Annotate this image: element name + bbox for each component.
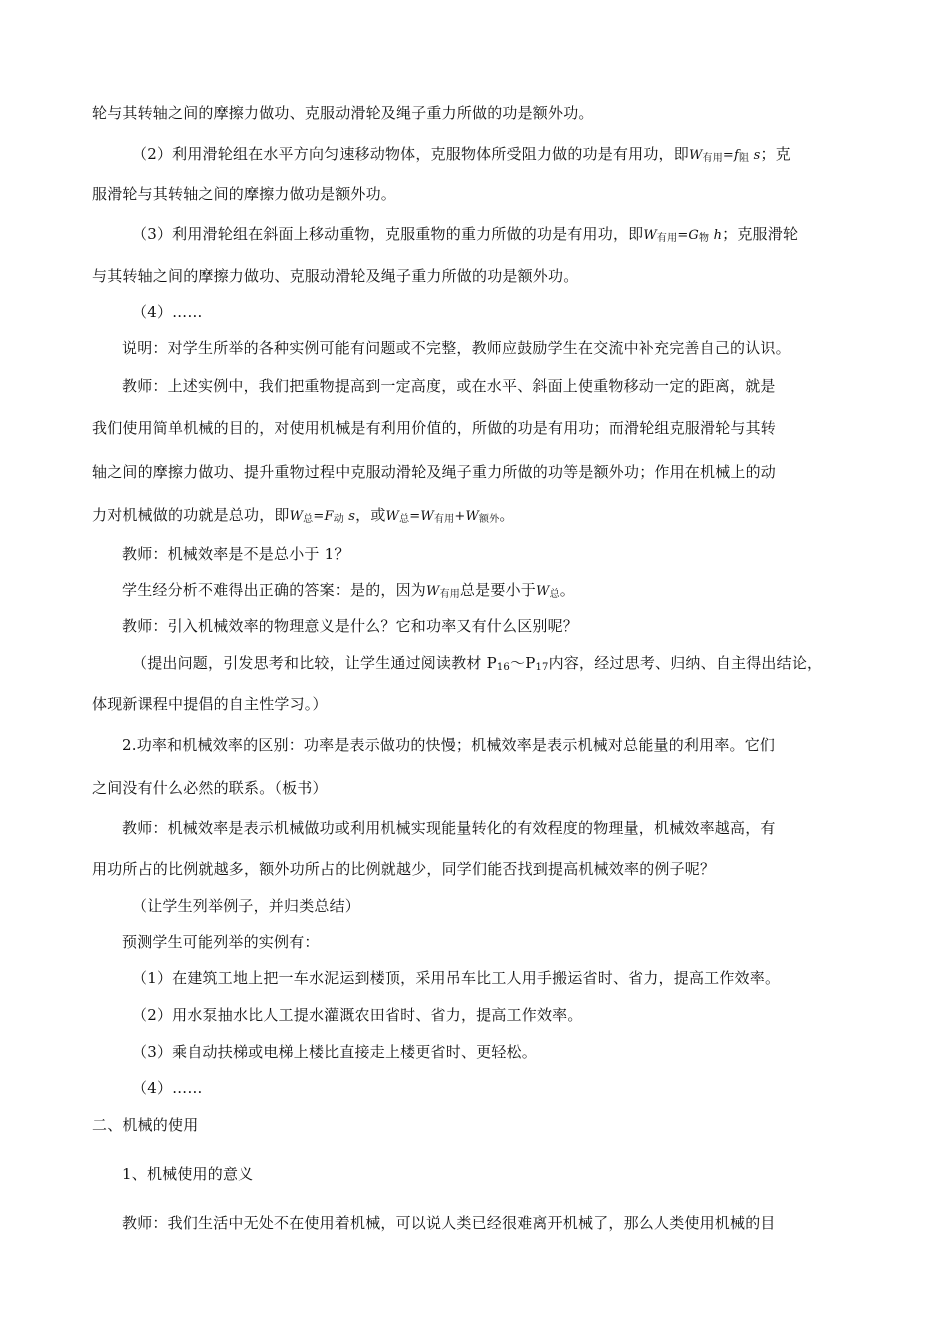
text-run: 总是要小于 xyxy=(459,581,536,599)
paragraph-line: 体现新课程中提倡的自主性学习。） xyxy=(92,695,328,713)
formula: $W_{有用}=G_物$ h xyxy=(643,228,723,244)
paragraph-line: 与其转轴之间的摩擦力做功、克服动滑轮及绳子重力所做的功是额外功。 xyxy=(92,267,579,285)
text-run: ～P xyxy=(510,654,536,672)
paragraph-line: 教师：机械效率是不是总小于 1？ xyxy=(122,545,350,563)
formula: $W_总=F_动$ s xyxy=(289,509,356,525)
paragraph-line: 用功所占的比例就越多，额外功所占的比例就越少，同学们能否找到提高机械效率的例子呢？ xyxy=(92,860,716,878)
paragraph-line: （4）…… xyxy=(132,303,203,321)
paragraph-line: （1）在建筑工地上把一车水泥运到楼顶，采用吊车比工人用手搬运省时、省力，提高工作效率。 xyxy=(132,969,781,987)
formula: $W_总$ xyxy=(536,584,560,600)
paragraph-line: （2）用水泵抽水比人工提水灌溉农田省时、省力，提高工作效率。 xyxy=(132,1006,583,1024)
page-ref: 17 xyxy=(535,662,549,673)
paragraph-line: 轮与其转轴之间的摩擦力做功、克服动滑轮及绳子重力所做的功是额外功。 xyxy=(92,104,594,122)
paragraph-line: 2.功率和机械效率的区别：功率是表示做功的快慢；机械效率是表示机械对总能量的利用率。它们 xyxy=(122,736,776,754)
paragraph-line xyxy=(92,505,515,530)
section-heading: 二、机械的使用 xyxy=(92,1116,199,1134)
paragraph-line: 之间没有什么必然的联系。（板书） xyxy=(92,779,328,797)
paragraph-line xyxy=(132,144,791,169)
text-run: 。 xyxy=(499,506,515,524)
paragraph-line xyxy=(132,224,798,249)
text-run: ；克 xyxy=(760,145,791,163)
paragraph-line: 教师：上述实例中，我们把重物提高到一定高度，或在水平、斜面上使重物移动一定的距离，就是 xyxy=(122,377,776,395)
text-run: ，或 xyxy=(355,506,386,524)
paragraph-line: 教师：我们生活中无处不在使用着机械，可以说人类已经很难离开机械了，那么人类使用机械的目 xyxy=(122,1214,776,1232)
paragraph-line: 预测学生可能列举的实例有： xyxy=(122,933,320,951)
paragraph-line: 我们使用简单机械的目的，对使用机械是有利用价值的，所做的功是有用功；而滑轮组克服滑轮与其转 xyxy=(92,419,777,437)
text-run: 。 xyxy=(559,581,575,599)
paragraph-line: （让学生列举例子，并归类总结） xyxy=(132,897,361,915)
text-run: （3）利用滑轮组在斜面上移动重物，克服重物的重力所做的功是有用功，即 xyxy=(132,225,644,243)
paragraph-line: 说明：对学生所举的各种实例可能有问题或不完整，教师应鼓励学生在交流中补充完善自己的认识。 xyxy=(122,339,791,357)
page-ref: 16 xyxy=(496,662,510,673)
paragraph-line xyxy=(132,653,822,678)
paragraph-line: 教师：机械效率是表示机械做功或利用机械实现能量转化的有效程度的物理量，机械效率越高，有 xyxy=(122,819,776,837)
text-run: （2）利用滑轮组在水平方向匀速移动物体，克服物体所受阻力做的功是有用功，即 xyxy=(132,145,689,163)
paragraph-line: （3）乘自动扶梯或电梯上楼比直接走上楼更省时、更轻松。 xyxy=(132,1043,537,1061)
paragraph-line: 教师：引入机械效率的物理意义是什么？它和功率又有什么区别呢？ xyxy=(122,617,579,635)
text-run: 内容，经过思考、归纳、自主得出结论， xyxy=(548,654,823,672)
paragraph-line xyxy=(122,580,575,605)
text-run: 学生经分析不难得出正确的答案：是的，因为 xyxy=(122,581,427,599)
text-run: （提出问题，引发思考和比较，让学生通过阅读教材 P xyxy=(132,654,497,672)
paragraph-line: 服滑轮与其转轴之间的摩擦力做功是额外功。 xyxy=(92,185,397,203)
subsection-heading: 1、机械使用的意义 xyxy=(122,1165,254,1183)
paragraph-line: 轴之间的摩擦力做功、提升重物过程中克服动滑轮及绳子重力所做的功等是额外功；作用在机械上的动 xyxy=(92,463,777,481)
formula: $W_{有用}=f_阻$ s xyxy=(688,148,761,164)
text-run: ；克服滑轮 xyxy=(722,225,799,243)
formula: $W_{有用}$ xyxy=(426,584,460,600)
formula: $W_总=W_{有用}+W_{额外}$ xyxy=(385,509,500,525)
paragraph-line: （4）…… xyxy=(132,1079,203,1097)
text-run: 力对机械做的功就是总功，即 xyxy=(92,506,290,524)
